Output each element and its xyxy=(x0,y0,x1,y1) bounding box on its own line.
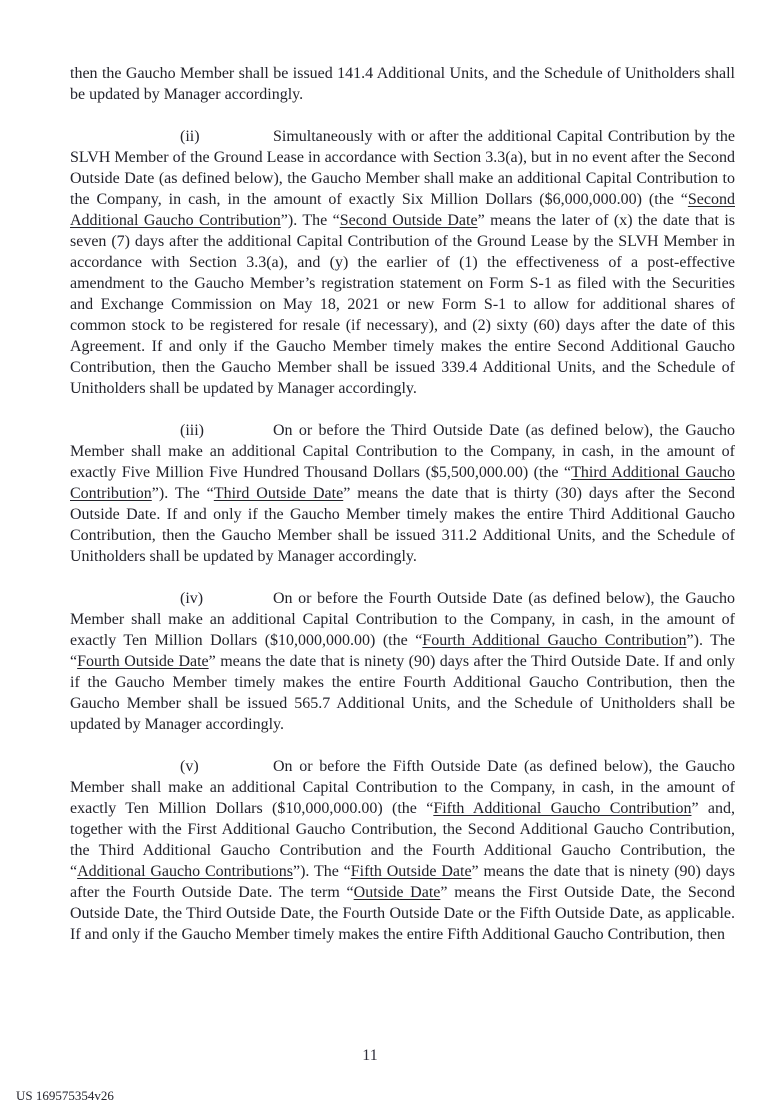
text-run: then the Gaucho Member shall be issued 141.4 Additional Units, and the Schedule of Unitholders shall be updated by Manager accordingly. xyxy=(70,65,735,103)
text-run: ” means the later of (x) the date that is seven (7) days after the additional Capital Contribution of the Ground Lease by the SLVH Member in accordance with Section 3.3(a), and (y) the earlier of (1) the effectiveness of a post-effective amendment to the Gaucho Member’s registration statement on Form S-1 as filed with the Securities and Exchange Commission on May 18, 2021 or new Form S-1 to allow for additional shares of common stock to be registered for resale (if necessary), and (2) sixty (60) days after the date of this Agreement. If and only if the Gaucho Member timely makes the entire Second Additional Gaucho Contribution, then the Gaucho Member shall be issued 339.4 Additional Units, and the Schedule of Unitholders shall be updated by Manager accordingly. xyxy=(70,212,735,397)
text-run: ” and, together with the First Additional Gaucho Contribution, the Second Additional Gaucho Contribution, the Third Additional Gaucho Contribution and the Fourth Additional Gaucho Contribution, the “ xyxy=(70,800,735,880)
page-number: 11 xyxy=(362,1047,378,1064)
paragraph-iii xyxy=(70,420,735,567)
defined-term: Second Outside Date xyxy=(339,212,478,229)
paragraph-v xyxy=(70,756,735,945)
paragraph-continuation xyxy=(70,63,735,105)
defined-term: Outside Date xyxy=(353,884,441,901)
defined-term: Second Additional Gaucho Contribution xyxy=(70,191,735,229)
text-run: ”). The “ xyxy=(151,485,214,502)
paragraph-iv xyxy=(70,588,735,735)
paragraph-ii xyxy=(70,126,735,399)
text-run: ”). The “ xyxy=(280,212,340,229)
text-run: On or before the Fourth Outside Date (as defined below), the Gaucho Member shall make an additional Capital Contribution to the Company, in cash, in the amount of exactly Ten Million Dollars ($10,000,000.00) (the “ xyxy=(70,590,735,649)
paragraph-number: (ii) xyxy=(180,128,200,145)
text-run: ” means the date that is ninety (90) days after the Third Outside Date. If and only if the Gaucho Member timely makes the entire Fourth Additional Gaucho Contribution, then the Gaucho Member shall be issued 565.7 Additional Units, and the Schedule of Unitholders shall be updated by Manager accordingly. xyxy=(70,653,735,733)
text-run: Simultaneously with or after the additional Capital Contribution by the SLVH Member of the Ground Lease in accordance with Section 3.3(a), but in no event after the Second Outside Date (as defined below), the Gaucho Member shall make an additional Capital Contribution to the Company, in cash, in the amount of exactly Six Million Dollars ($6,000,000.00) (the “ xyxy=(70,128,735,208)
text-run: ” means the date that is thirty (30) days after the Second Outside Date. If and only if the Gaucho Member timely makes the entire Third Additional Gaucho Contribution, then the Gaucho Member shall be issued 311.2 Additional Units, and the Schedule of Unitholders shall be updated by Manager accordingly. xyxy=(70,485,735,565)
text-run: ” means the date that is ninety (90) days after the Fourth Outside Date. The term “ xyxy=(70,863,735,901)
paragraph-number: (iv) xyxy=(180,590,204,607)
defined-term: Fourth Additional Gaucho Contribution xyxy=(422,632,687,649)
text-run: ”). The “ xyxy=(292,863,351,880)
text-run: ” means the First Outside Date, the Second Outside Date, the Third Outside Date, the Fourth Outside Date or the Fifth Outside Date, as applicable. If and only if the Gaucho Member timely makes the entire Fifth Additional Gaucho Contribution, then xyxy=(70,884,735,943)
defined-term: Third Additional Gaucho Contribution xyxy=(70,464,735,502)
text-run: On or before the Third Outside Date (as defined below), the Gaucho Member shall make an additional Capital Contribution to the Company, in cash, in the amount of exactly Five Million Five Hundred Thousand Dollars ($5,500,000.00) (the “ xyxy=(70,422,735,481)
defined-term: Third Outside Date xyxy=(213,485,344,502)
document-id-footer: US 169575354v26 xyxy=(16,1088,114,1103)
document-body xyxy=(70,63,735,1045)
text-run: On or before the Fifth Outside Date (as defined below), the Gaucho Member shall make an additional Capital Contribution to the Company, in cash, in the amount of exactly Ten Million Dollars ($10,000,000.00) (the “ xyxy=(70,758,735,817)
defined-term: Fifth Additional Gaucho Contribution xyxy=(433,800,692,817)
paragraph-number: (v) xyxy=(180,758,199,775)
paragraph-number: (iii) xyxy=(180,422,204,439)
text-run: ”). The “ xyxy=(70,632,735,670)
defined-term: Additional Gaucho Contributions xyxy=(77,863,293,880)
defined-term: Fifth Outside Date xyxy=(350,863,472,880)
defined-term: Fourth Outside Date xyxy=(77,653,209,670)
